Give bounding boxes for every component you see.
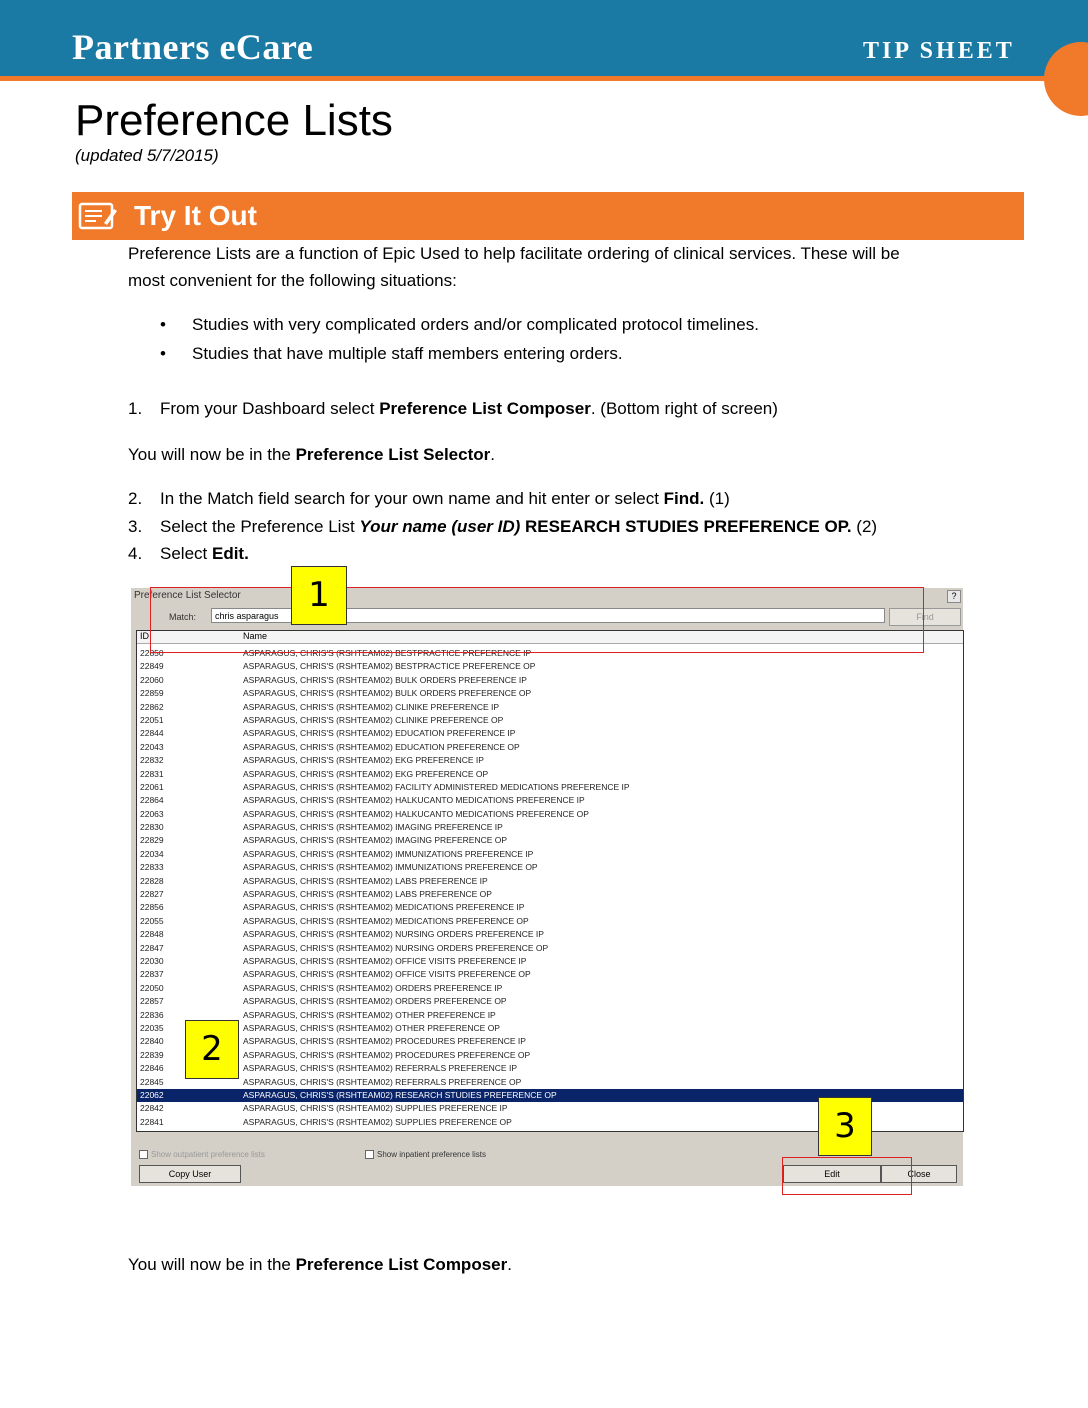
- row-name: ASPARAGUS, CHRIS'S (RSHTEAM02) REFERRALS PREFERENCE IP: [243, 1063, 517, 1074]
- table-row[interactable]: [137, 660, 963, 673]
- row-name: ASPARAGUS, CHRIS'S (RSHTEAM02) HALKUCANTO MEDICATIONS PREFERENCE OP: [243, 808, 589, 819]
- row-id: 22827: [140, 889, 164, 900]
- row-id: 22841: [140, 1116, 164, 1127]
- row-id: 22848: [140, 929, 164, 940]
- table-row[interactable]: [137, 861, 963, 874]
- table-row[interactable]: [137, 915, 963, 928]
- window-title: Preference List Selector: [134, 590, 241, 601]
- intro-line-2: most convenient for the following situations:: [128, 271, 457, 290]
- row-name: ASPARAGUS, CHRIS'S (RSHTEAM02) PROCEDURES PREFERENCE IP: [243, 1036, 526, 1047]
- table-row[interactable]: [137, 1009, 963, 1022]
- page-title: Preference Lists: [75, 96, 393, 145]
- bullet-dot: •: [160, 315, 166, 334]
- section-title: Try It Out: [134, 200, 257, 231]
- row-name: ASPARAGUS, CHRIS'S (RSHTEAM02) IMMUNIZATIONS PREFERENCE IP: [243, 848, 534, 859]
- table-row[interactable]: [137, 768, 963, 781]
- row-name: ASPARAGUS, CHRIS'S (RSHTEAM02) BESTPRACTICE PREFERENCE OP: [243, 661, 536, 672]
- table-row[interactable]: [137, 1049, 963, 1062]
- row-name: ASPARAGUS, CHRIS'S (RSHTEAM02) LABS PREFERENCE IP: [243, 875, 488, 886]
- table-row[interactable]: [137, 1035, 963, 1048]
- checkbox-box[interactable]: [365, 1150, 374, 1159]
- table-row[interactable]: [137, 754, 963, 767]
- header-rule: [0, 76, 1088, 81]
- step-4: Select Edit.: [160, 544, 249, 563]
- table-row[interactable]: [137, 995, 963, 1008]
- column-header-name[interactable]: Name: [243, 631, 268, 641]
- table-row[interactable]: [137, 674, 963, 687]
- row-name: ASPARAGUS, CHRIS'S (RSHTEAM02) OTHER PREFERENCE IP: [243, 1009, 496, 1020]
- table-row[interactable]: [137, 888, 963, 901]
- table-row[interactable]: [137, 714, 963, 727]
- row-name: ASPARAGUS, CHRIS'S (RSHTEAM02) LABS PREFERENCE OP: [243, 889, 492, 900]
- row-id: 22864: [140, 795, 164, 806]
- row-id: 22050: [140, 982, 164, 993]
- row-name: ASPARAGUS, CHRIS'S (RSHTEAM02) NURSING ORDERS PREFERENCE IP: [243, 929, 544, 940]
- row-id: 22062: [140, 1089, 164, 1100]
- row-id: 22051: [140, 714, 164, 725]
- row-id: 22829: [140, 835, 164, 846]
- intro-paragraph: [128, 240, 900, 294]
- bullet-item: Studies with very complicated orders and/or complicated protocol timelines.: [192, 315, 759, 334]
- table-row[interactable]: [137, 687, 963, 700]
- row-id: 22857: [140, 996, 164, 1007]
- row-id: 22845: [140, 1076, 164, 1087]
- row-name: ASPARAGUS, CHRIS'S (RSHTEAM02) MEDICATIONS PREFERENCE OP: [243, 915, 529, 926]
- row-name: ASPARAGUS, CHRIS'S (RSHTEAM02) BULK ORDERS PREFERENCE OP: [243, 688, 532, 699]
- row-id: 22856: [140, 902, 164, 913]
- row-id: 22837: [140, 969, 164, 980]
- callout-1: 1: [291, 566, 347, 625]
- row-id: 22055: [140, 915, 164, 926]
- help-icon[interactable]: ?: [947, 590, 961, 603]
- row-id: 22849: [140, 661, 164, 672]
- row-name: ASPARAGUS, CHRIS'S (RSHTEAM02) NURSING ORDERS PREFERENCE OP: [243, 942, 549, 953]
- row-name: ASPARAGUS, CHRIS'S (RSHTEAM02) ORDERS PREFERENCE IP: [243, 982, 503, 993]
- table-row[interactable]: [137, 875, 963, 888]
- step-1: From your Dashboard select Preference List Composer. (Bottom right of screen): [160, 399, 778, 418]
- step-number: 1.: [128, 399, 143, 418]
- row-name: ASPARAGUS, CHRIS'S (RSHTEAM02) CLINIKE PREFERENCE IP: [243, 701, 500, 712]
- show-outpatient-checkbox[interactable]: Show outpatient preference lists: [139, 1150, 265, 1159]
- bullet-item: Studies that have multiple staff members entering orders.: [192, 344, 623, 363]
- row-name: ASPARAGUS, CHRIS'S (RSHTEAM02) SUPPLIES PREFERENCE IP: [243, 1103, 508, 1114]
- row-id: 22831: [140, 768, 164, 779]
- callout-3: 3: [818, 1097, 872, 1156]
- row-name: ASPARAGUS, CHRIS'S (RSHTEAM02) EKG PREFERENCE IP: [243, 755, 484, 766]
- edit-button[interactable]: Edit: [783, 1165, 881, 1183]
- table-row[interactable]: [137, 821, 963, 834]
- row-id: 22832: [140, 755, 164, 766]
- row-name: ASPARAGUS, CHRIS'S (RSHTEAM02) EDUCATION PREFERENCE IP: [243, 728, 516, 739]
- row-id: 22847: [140, 942, 164, 953]
- annotation-box-match: [150, 587, 924, 653]
- row-id: 22862: [140, 701, 164, 712]
- table-row[interactable]: [137, 955, 963, 968]
- row-id: 22060: [140, 674, 164, 685]
- table-row[interactable]: [137, 781, 963, 794]
- bullet-dot: •: [160, 344, 166, 363]
- column-header-id[interactable]: ID: [140, 631, 149, 641]
- preference-list-table: [136, 630, 964, 1132]
- checkbox-box[interactable]: [139, 1150, 148, 1159]
- notepad-icon: [78, 201, 118, 231]
- annotation-box-edit: [782, 1157, 912, 1195]
- row-name: ASPARAGUS, CHRIS'S (RSHTEAM02) ORDERS PREFERENCE OP: [243, 996, 507, 1007]
- row-id: 22063: [140, 808, 164, 819]
- note-selector: You will now be in the Preference List Selector.: [128, 445, 495, 464]
- table-row[interactable]: [137, 808, 963, 821]
- table-row[interactable]: [137, 848, 963, 861]
- row-id: 22850: [140, 648, 164, 658]
- intro-line-1: Preference Lists are a function of Epic Used to help facilitate ordering of clinical services. These will be: [128, 244, 900, 263]
- step-2: In the Match field search for your own name and hit enter or select Find. (1): [160, 489, 730, 508]
- table-row[interactable]: [137, 928, 963, 941]
- close-button[interactable]: Close: [881, 1165, 957, 1183]
- table-row[interactable]: [137, 968, 963, 981]
- table-row[interactable]: [137, 1022, 963, 1035]
- table-row[interactable]: [137, 942, 963, 955]
- row-name: ASPARAGUS, CHRIS'S (RSHTEAM02) OFFICE VISITS PREFERENCE OP: [243, 969, 531, 980]
- match-input[interactable]: chris asparagus: [211, 608, 885, 623]
- row-name: ASPARAGUS, CHRIS'S (RSHTEAM02) OTHER PREFERENCE OP: [243, 1022, 500, 1033]
- tip-sheet-label: TIP SHEET: [863, 38, 1015, 64]
- row-id: 22043: [140, 741, 164, 752]
- row-name: ASPARAGUS, CHRIS'S (RSHTEAM02) REFERRALS PREFERENCE OP: [243, 1076, 522, 1087]
- step-3: Select the Preference List Your name (user ID) RESEARCH STUDIES PREFERENCE OP. (2): [160, 517, 878, 536]
- table-row[interactable]: [137, 982, 963, 995]
- row-id: 22828: [140, 875, 164, 886]
- show-inpatient-checkbox[interactable]: Show inpatient preference lists: [365, 1150, 486, 1159]
- row-name: ASPARAGUS, CHRIS'S (RSHTEAM02) EDUCATION PREFERENCE OP: [243, 741, 520, 752]
- step-number: 2.: [128, 489, 143, 508]
- table-row[interactable]: [137, 794, 963, 807]
- row-id: 22839: [140, 1049, 164, 1060]
- find-button[interactable]: Find: [889, 608, 961, 626]
- row-name: ASPARAGUS, CHRIS'S (RSHTEAM02) RESEARCH STUDIES PREFERENCE OP: [243, 1089, 557, 1100]
- row-name: ASPARAGUS, CHRIS'S (RSHTEAM02) FACILITY ADMINISTERED MEDICATIONS PREFERENCE IP: [243, 781, 630, 792]
- row-id: 22034: [140, 848, 164, 859]
- row-id: 22035: [140, 1022, 164, 1033]
- row-name: ASPARAGUS, CHRIS'S (RSHTEAM02) CLINIKE PREFERENCE OP: [243, 714, 504, 725]
- row-name: ASPARAGUS, CHRIS'S (RSHTEAM02) IMAGING PREFERENCE IP: [243, 822, 503, 833]
- row-name: ASPARAGUS, CHRIS'S (RSHTEAM02) PROCEDURES PREFERENCE OP: [243, 1049, 531, 1060]
- table-row[interactable]: [137, 901, 963, 914]
- row-name: ASPARAGUS, CHRIS'S (RSHTEAM02) EKG PREFERENCE OP: [243, 768, 489, 779]
- brand-logo: Partners eCare: [72, 27, 314, 67]
- match-label: Match:: [169, 612, 197, 622]
- row-id: 22030: [140, 955, 164, 966]
- row-name: ASPARAGUS, CHRIS'S (RSHTEAM02) MEDICATIONS PREFERENCE IP: [243, 902, 525, 913]
- table-body: [137, 647, 963, 1129]
- step-number: 4.: [128, 544, 143, 563]
- row-id: 22061: [140, 781, 164, 792]
- copy-user-button[interactable]: Copy User: [139, 1165, 241, 1183]
- row-id: 22836: [140, 1009, 164, 1020]
- table-row[interactable]: [137, 727, 963, 740]
- row-name: ASPARAGUS, CHRIS'S (RSHTEAM02) OFFICE VISITS PREFERENCE IP: [243, 955, 527, 966]
- callout-2: 2: [185, 1020, 239, 1079]
- row-id: 22833: [140, 862, 164, 873]
- table-row[interactable]: [137, 741, 963, 754]
- note-composer: You will now be in the Preference List Composer.: [128, 1255, 512, 1274]
- row-name: ASPARAGUS, CHRIS'S (RSHTEAM02) BESTPRACTICE PREFERENCE IP: [243, 648, 532, 658]
- row-name: ASPARAGUS, CHRIS'S (RSHTEAM02) IMAGING PREFERENCE OP: [243, 835, 508, 846]
- table-row[interactable]: [137, 1076, 963, 1089]
- table-row[interactable]: [137, 834, 963, 847]
- row-id: 22840: [140, 1036, 164, 1047]
- row-id: 22859: [140, 688, 164, 699]
- row-id: 22846: [140, 1063, 164, 1074]
- row-name: ASPARAGUS, CHRIS'S (RSHTEAM02) HALKUCANTO MEDICATIONS PREFERENCE IP: [243, 795, 585, 806]
- step-number: 3.: [128, 517, 143, 536]
- row-id: 22844: [140, 728, 164, 739]
- row-name: ASPARAGUS, CHRIS'S (RSHTEAM02) BULK ORDERS PREFERENCE IP: [243, 674, 527, 685]
- row-id: 22842: [140, 1103, 164, 1114]
- row-id: 22830: [140, 822, 164, 833]
- table-row[interactable]: [137, 701, 963, 714]
- table-row[interactable]: [137, 1062, 963, 1075]
- row-name: ASPARAGUS, CHRIS'S (RSHTEAM02) SUPPLIES PREFERENCE OP: [243, 1116, 512, 1127]
- row-name: ASPARAGUS, CHRIS'S (RSHTEAM02) IMMUNIZATIONS PREFERENCE OP: [243, 862, 538, 873]
- updated-date: (updated 5/7/2015): [75, 146, 219, 165]
- section-banner: [72, 192, 1024, 240]
